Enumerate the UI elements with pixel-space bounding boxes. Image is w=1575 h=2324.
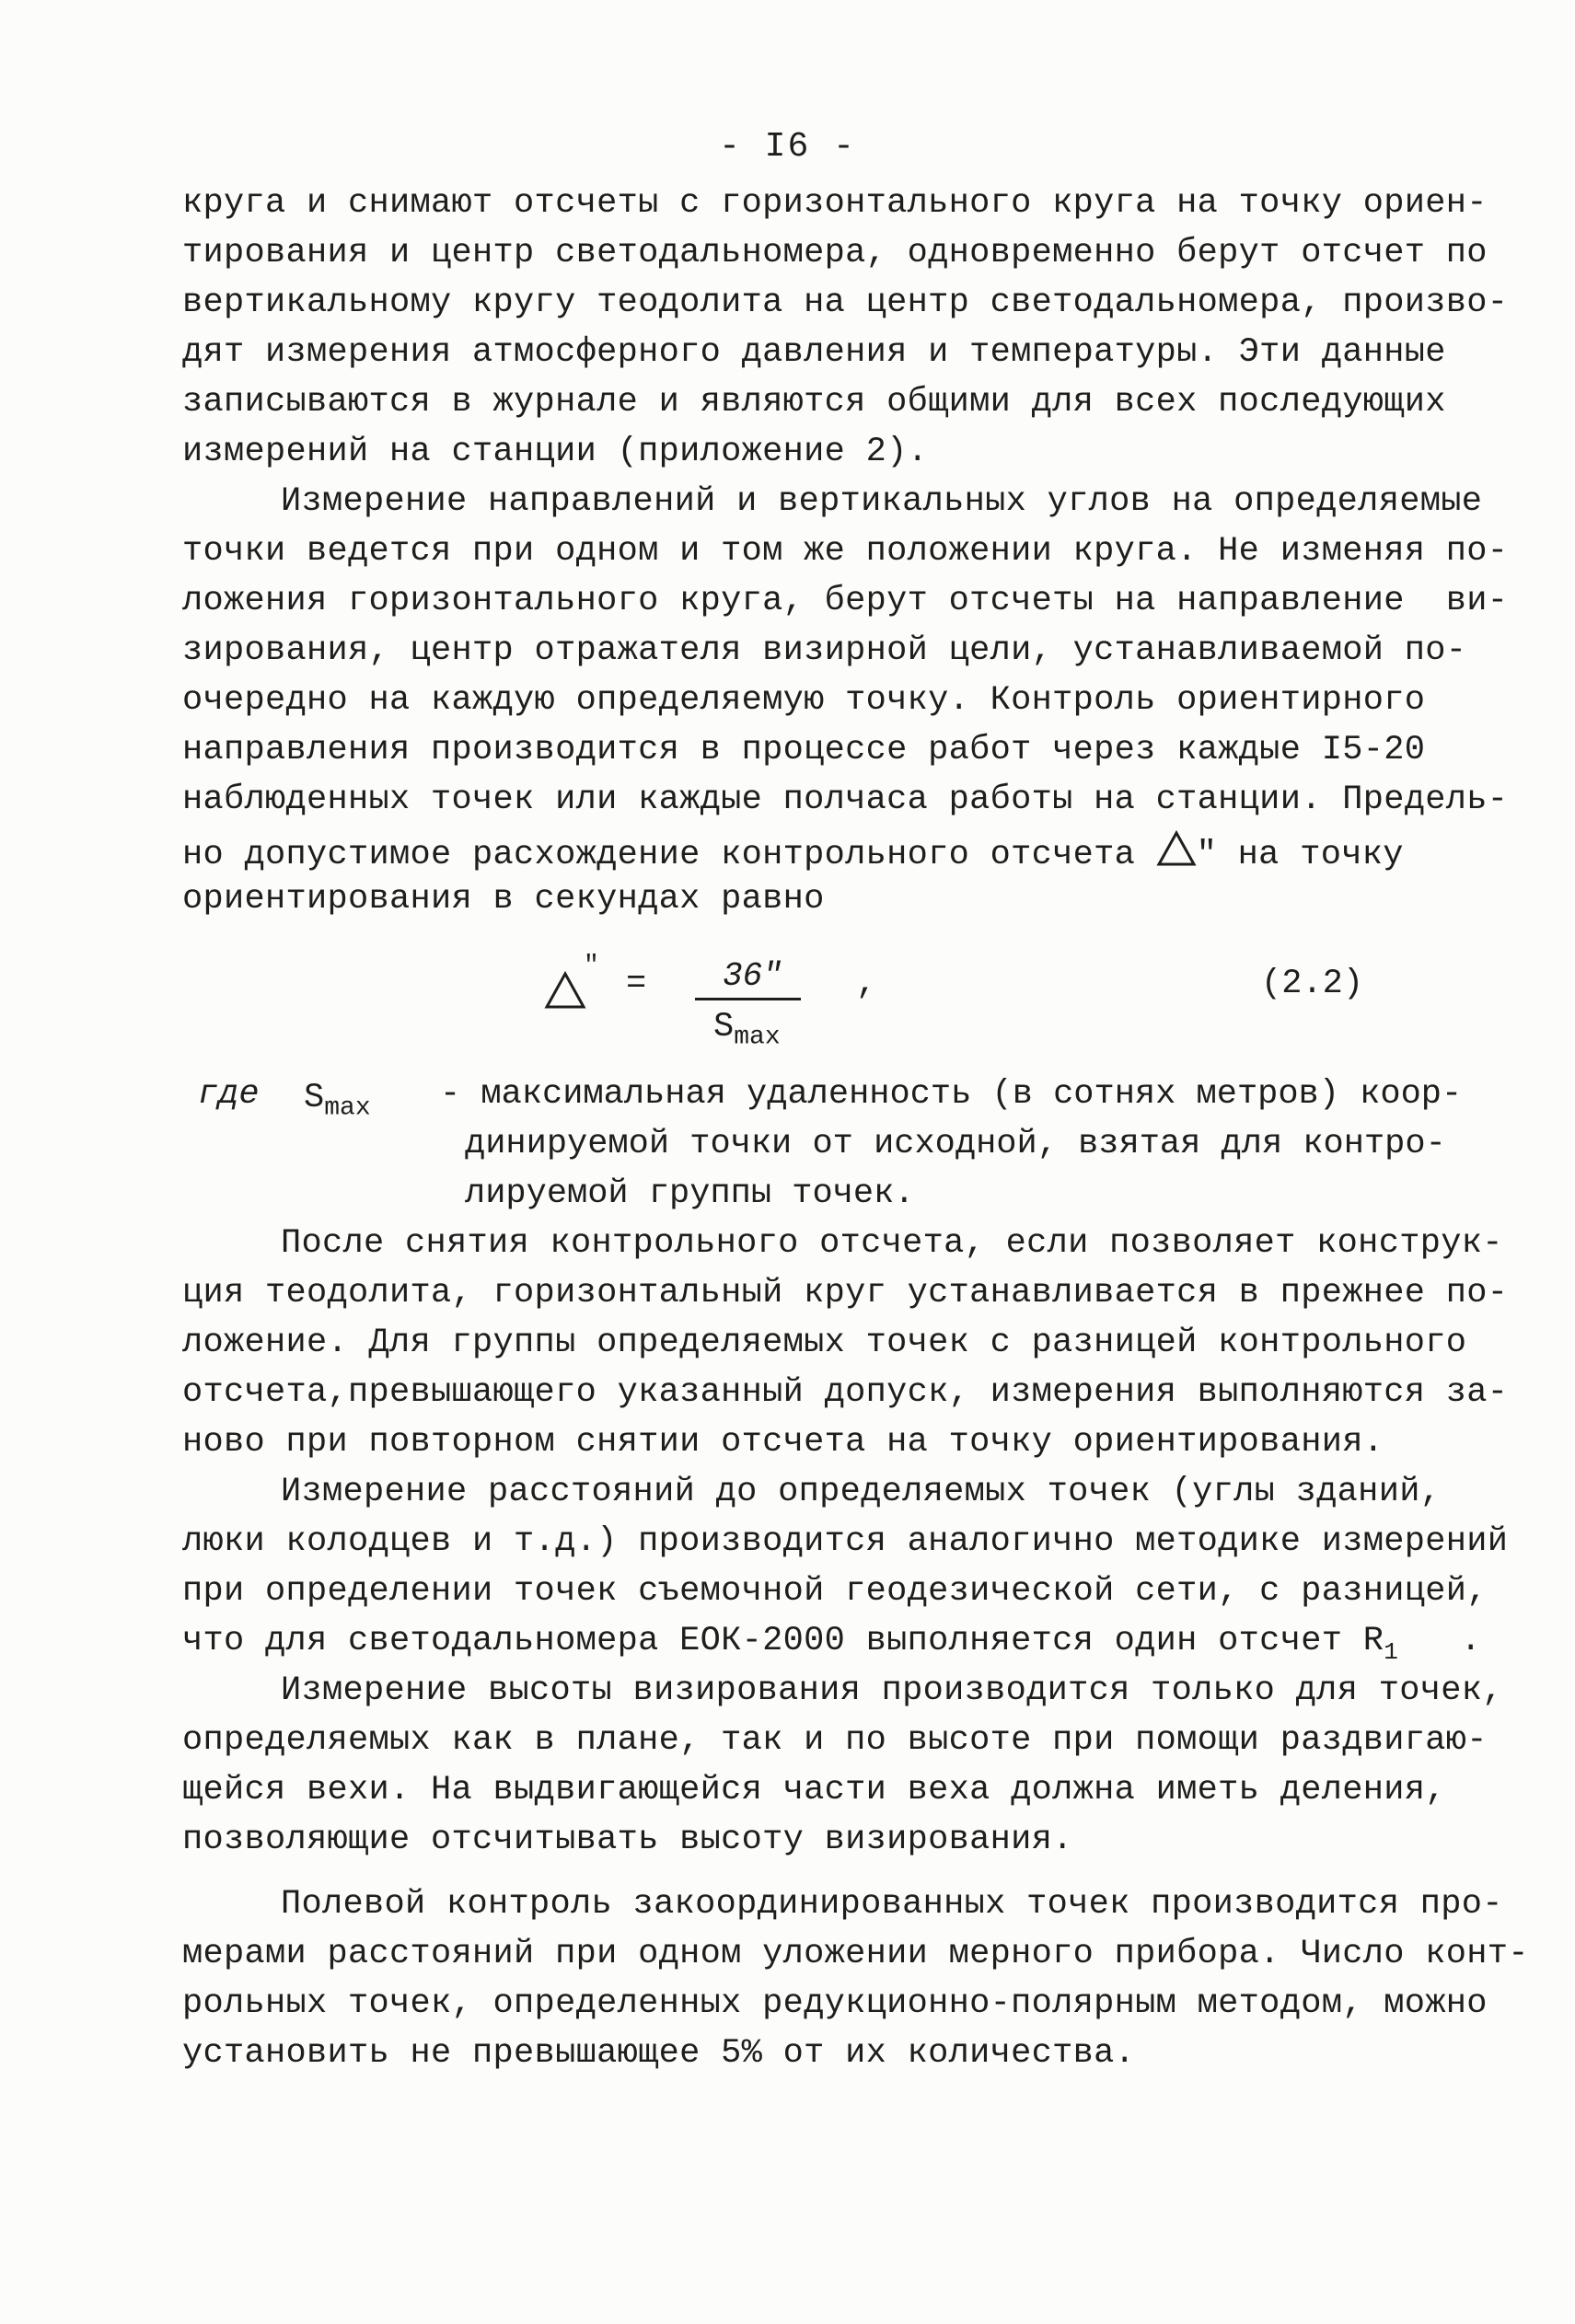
paragraph-1-line-5: записываются в журнале и являются общими для всех последующих bbox=[182, 383, 1446, 422]
definition-line-3: лируемой группы точек. bbox=[465, 1174, 915, 1213]
fraction-bar bbox=[695, 998, 801, 1000]
paragraph-3-line-5: ново при повторном снятии отсчета на точку ориентирования. bbox=[182, 1423, 1384, 1462]
paragraph-1-line-1: круга и снимают отсчеты с горизонтального круга на точку ориен- bbox=[182, 184, 1488, 223]
paragraph-6-line-3: рольных точек, определенных редукционно-полярным методом, можно bbox=[182, 1984, 1488, 2023]
paragraph-3-line-4: отсчета,превышающего указанный допуск, измерения выполняются за- bbox=[182, 1373, 1509, 1412]
definition-line-2: динируемой точки от исходной, взятая для контро- bbox=[465, 1125, 1446, 1163]
page-number: - I6 - bbox=[719, 127, 856, 167]
paragraph-1-line-4: дят измерения атмосферного давления и температуры. Эти данные bbox=[182, 333, 1446, 372]
paragraph-5-line-2: определяемых как в плане, так и по высоте при помощи раздвигаю- bbox=[182, 1721, 1488, 1760]
paragraph-6-line-4: установить не превышающее 5% от их количества. bbox=[182, 2034, 1136, 2073]
paragraph-1-line-6: измерений на станции (приложение 2). bbox=[182, 433, 929, 471]
paragraph-6-line-2: мерами расстояний при одном уложении мерного прибора. Число конт- bbox=[182, 1935, 1529, 1973]
paragraph-1-line-2: тирования и центр светодальномера, одновременно берут отсчет по bbox=[182, 234, 1488, 272]
paragraph-4-line-3: при определении точек съемочной геодезической сети, с разницей, bbox=[182, 1572, 1488, 1611]
paragraph-2-line-8-start: но допустимое расхождение контрольного отсчета bbox=[182, 836, 1156, 874]
paragraph-2-line-9: ориентирования в секундах равно bbox=[182, 880, 825, 919]
paragraph-5-line-1: Измерение высоты визирования производится только для точек, bbox=[281, 1671, 1503, 1710]
paragraph-4-line-2: люки колодцев и т.д.) производится аналогично методике измерений bbox=[182, 1522, 1509, 1561]
paragraph-5-line-3: щейся вехи. На выдвигающейся части веха должна иметь деления, bbox=[182, 1771, 1446, 1809]
paragraph-3-line-2: ция теодолита, горизонтальный круг устанавливается в прежнее по- bbox=[182, 1274, 1509, 1312]
paragraph-5-line-4: позволяющие отсчитывать высоту визирования. bbox=[182, 1821, 1073, 1859]
paragraph-2-line-8 bbox=[182, 830, 1471, 878]
paragraph-2-line-1: Измерение направлений и вертикальных углов на определяемые bbox=[281, 482, 1483, 521]
where-label: где bbox=[198, 1075, 260, 1114]
paragraph-1-line-3: вертикальному кругу теодолита на центр светодальномера, произво- bbox=[182, 283, 1509, 322]
equation-number: (2.2) bbox=[1261, 965, 1364, 1003]
paragraph-2-line-3: ложения горизонтального круга, берут отсчеты на направление ви- bbox=[182, 582, 1509, 620]
formula-numerator: 36" bbox=[723, 957, 782, 995]
paragraph-2-line-2: точки ведется при одном и том же положении круга. Не изменяя по- bbox=[182, 532, 1509, 571]
paragraph-3-line-3: ложение. Для группы определяемых точек с разницей контрольного bbox=[182, 1324, 1467, 1362]
formula-comma: , bbox=[856, 965, 877, 1003]
paragraph-3-line-1: После снятия контрольного отсчета, если позволяет конструк- bbox=[281, 1224, 1503, 1263]
paragraph-2-line-7: наблюденных точек или каждые полчаса работы на станции. Предель- bbox=[182, 780, 1509, 819]
paragraph-6-line-1: Полевой контроль закоординированных точек производится про- bbox=[281, 1885, 1503, 1924]
paragraph-4-line-4-end: . bbox=[1398, 1622, 1482, 1660]
formula-2-2 bbox=[543, 952, 1464, 1068]
definition-line-1: - максимальная удаленность (в сотнях метров) коор- bbox=[440, 1075, 1463, 1114]
definition-symbol-base: S bbox=[304, 1079, 325, 1117]
paragraph-2-line-8-end: " на точку bbox=[1196, 836, 1404, 874]
denominator-sub: max bbox=[734, 1023, 781, 1052]
paragraph-2-line-5: очередно на каждую определяемую точку. Контроль ориентирного bbox=[182, 681, 1426, 720]
formula-denominator bbox=[713, 1008, 781, 1051]
paragraph-4-line-4-text: что для светодальномера ЕОК-2000 выполняется один отсчет R bbox=[182, 1622, 1384, 1660]
formula-equals: = bbox=[626, 965, 647, 1003]
denominator-base: S bbox=[713, 1008, 735, 1046]
delta-mark: " bbox=[584, 952, 599, 980]
paragraph-2-line-4: зирования, центр отражателя визирной цели, устанавливаемой по- bbox=[182, 631, 1467, 670]
paragraph-4-line-1: Измерение расстояний до определяемых точек (углы зданий, bbox=[281, 1473, 1442, 1511]
definition-symbol bbox=[304, 1079, 371, 1122]
paragraph-2-line-6: направления производится в процессе работ через каждые I5-20 bbox=[182, 731, 1426, 769]
delta-icon bbox=[1156, 830, 1197, 878]
paragraph-4-line-4-sub: 1 bbox=[1384, 1638, 1399, 1666]
definition-symbol-sub: max bbox=[324, 1093, 371, 1123]
paragraph-4-line-4 bbox=[182, 1622, 1482, 1666]
